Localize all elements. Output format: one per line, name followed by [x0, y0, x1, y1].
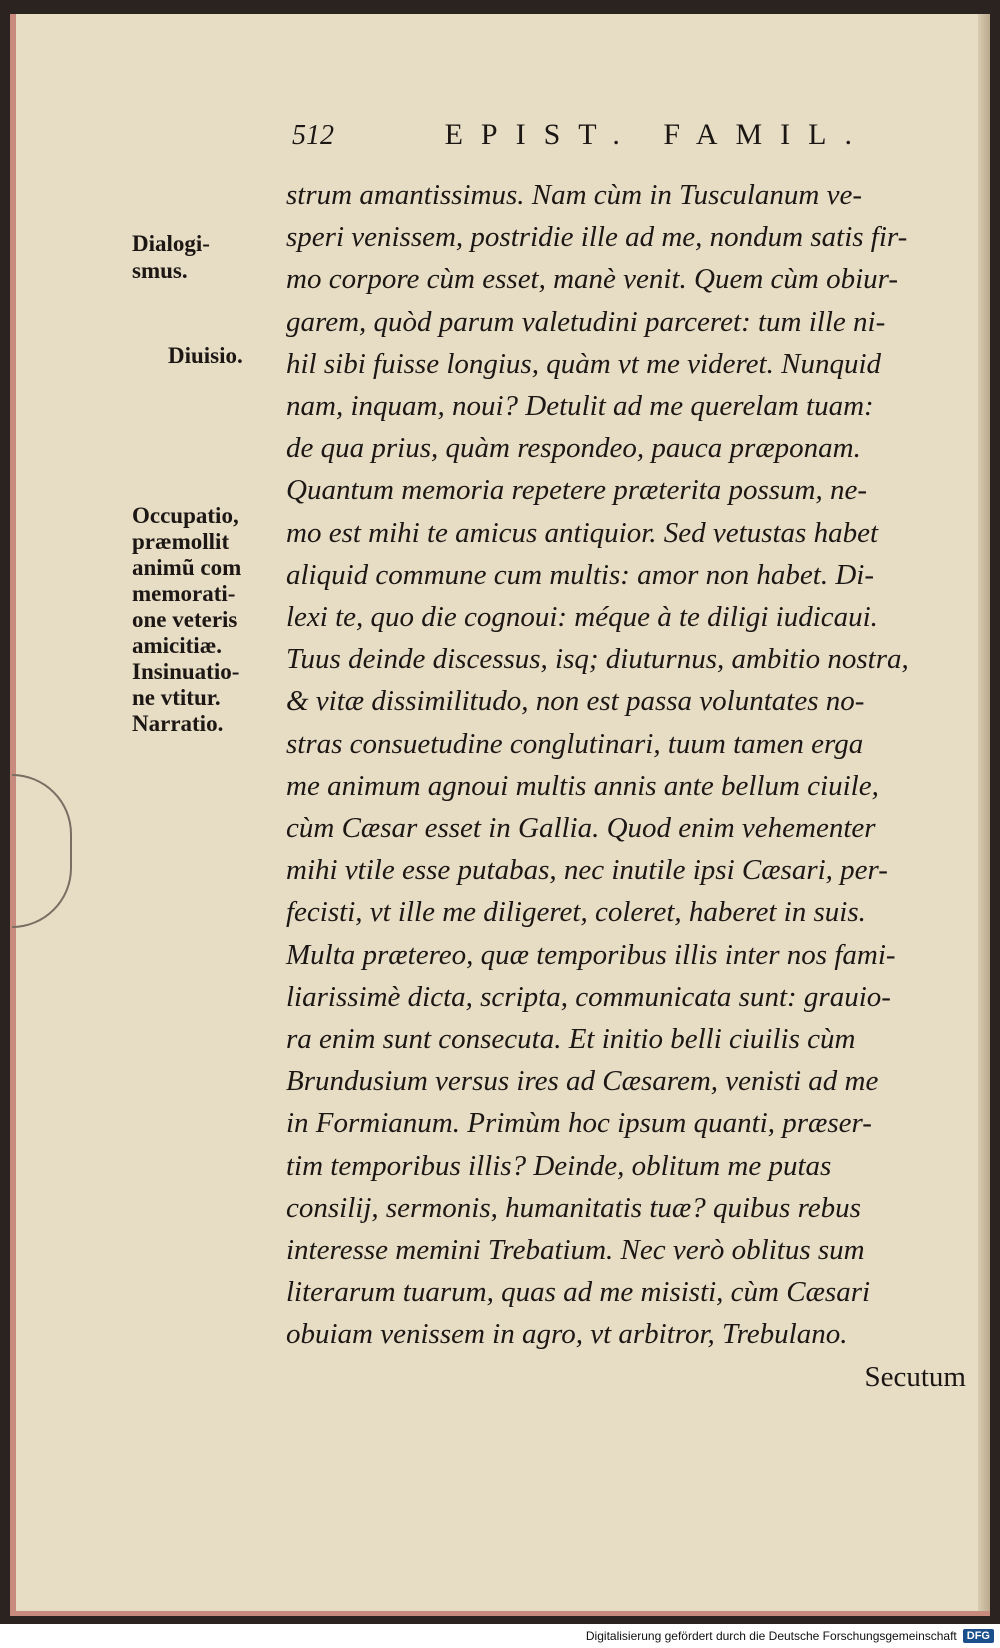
text-line: & vitæ dissimilitudo, non est passa voluntates no-: [286, 685, 865, 718]
margin-note: ne vtitur.: [132, 685, 221, 710]
text-line: speri venissem, postridie ille ad me, nondum satis fir-: [286, 221, 908, 254]
margin-note: Occupatio,: [132, 503, 239, 528]
page-fold-mark: [12, 774, 72, 928]
text-line: garem, quòd parum valetudini parceret: tum ille ni-: [286, 305, 886, 338]
text-line: Multa prætereo, quæ temporibus illis inter nos fami-: [286, 938, 896, 971]
text-line: fecisti, vt ille me diligeret, coleret, haberet in suis.: [286, 896, 866, 929]
text-line: mo corpore cùm esset, manè venit. Quem cùm obiur-: [286, 263, 899, 296]
text-line: literarum tuarum, quas ad me misisti, cùm Cæsari: [286, 1276, 871, 1309]
text-line: nam, inquam, noui? Detulit ad me querelam tuam:: [286, 390, 874, 423]
page-number: 512: [292, 120, 334, 151]
text-line: Tuus deinde discessus, isq; diuturnus, ambitio nostra,: [286, 643, 909, 676]
text-line: hil sibi fuisse longius, quàm vt me videret. Nunquid: [286, 347, 881, 380]
margin-note: Narratio.: [132, 711, 224, 736]
margin-note: smus.: [132, 258, 188, 283]
page-edge: [978, 14, 990, 1611]
text-line: strum amantissimus. Nam cùm in Tusculanum ve-: [286, 179, 862, 211]
text-line: interesse memini Trebatium. Nec verò oblitus sum: [286, 1234, 865, 1267]
text-line: cùm Cæsar esset in Gallia. Quod enim vehementer: [286, 812, 876, 845]
footer-credit: Digitalisierung gefördert durch die Deutsche Forschungsgemeinschaft: [585, 1629, 957, 1643]
text-line: aliquid commune cum multis: amor non habet. Di-: [286, 558, 874, 591]
text-line: me animum agnoui multis annis ante bellum ciuile,: [286, 769, 879, 802]
text-line: tim temporibus illis? Deinde, oblitum me putas: [286, 1149, 832, 1182]
text-line: de qua prius, quàm respondeo, pauca præponam.: [286, 432, 861, 465]
text-line: Quantum memoria repetere præterita possum, ne-: [286, 474, 868, 507]
footer-bar: [0, 1624, 1000, 1648]
text-line: mo est mihi te amicus antiquior. Sed vetustas habet: [286, 516, 879, 549]
text-line: liarissimè dicta, scripta, communicata sunt: grauio-: [286, 980, 891, 1013]
margin-note: animũ com: [132, 555, 242, 580]
margin-note: præmollit: [132, 529, 230, 554]
margin-note: Insinuatio-: [132, 659, 240, 684]
text-line: lexi te, quo die cognoui: méque à te diligi iudicaui.: [286, 601, 878, 634]
margin-note: one veteris: [132, 607, 238, 632]
text-line: mihi vtile esse putabas, nec inutile ipsi Cæsari, per-: [286, 854, 888, 887]
margin-note: Diuisio.: [168, 343, 243, 368]
dfg-logo-icon: DFG: [963, 1629, 994, 1643]
margin-note: Dialogi-: [132, 231, 210, 256]
margin-note: amicitiæ.: [132, 633, 223, 658]
main-text: [286, 174, 966, 1398]
text-line: stras consuetudine conglutinari, tuum tamen erga: [286, 727, 864, 760]
book-page: [10, 14, 990, 1616]
text-line: ra enim sunt consecuta. Et initio belli ciuilis cùm: [286, 1023, 856, 1056]
catchword: Secutum: [864, 1360, 966, 1393]
margin-note: memorati-: [132, 581, 236, 606]
header-title: EPIST. FAMIL.: [444, 118, 870, 151]
running-head: [292, 118, 870, 152]
text-line: Brundusium versus ires ad Cæsarem, venisti ad me: [286, 1065, 879, 1098]
text-line: in Formianum. Primùm hoc ipsum quanti, præser-: [286, 1107, 872, 1140]
text-line: consilij, sermonis, humanitatis tuæ? quibus rebus: [286, 1191, 861, 1224]
text-line: obuiam venissem in agro, vt arbitror, Trebulano.: [286, 1318, 848, 1351]
